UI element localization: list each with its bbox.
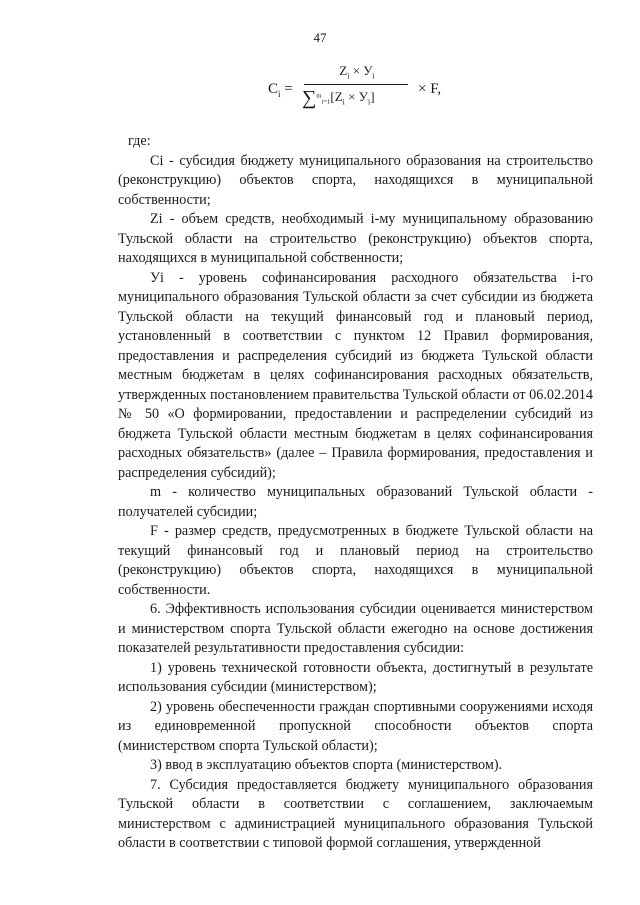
formula-denominator	[302, 88, 418, 108]
numerator-y: У	[363, 63, 373, 78]
paragraph-zi-definition: Zi - объем средств, необходимый i-му муниципальному образованию Тульской области на строительство (реконструкцию) объектов спорта, находящихся в муниципальной собственности;	[118, 211, 593, 266]
formula-lhs-subscript: i	[278, 89, 281, 99]
formula-lhs	[268, 82, 293, 99]
denominator-y-subscript: i	[367, 97, 371, 107]
paragraph-item-6: 6. Эффективность использования субсидии оценивается министерством и министерством спорта Тульской области ежегодно на основе достижения показателей результативности предоставления субсидии:	[118, 601, 593, 656]
sum-symbol: ∑	[302, 87, 317, 109]
denominator-y: × У	[344, 88, 368, 104]
fraction-bar	[304, 84, 408, 85]
numerator-times: ×	[352, 63, 361, 78]
formula-equals: =	[284, 81, 293, 97]
denominator-close-bracket: ]	[370, 88, 375, 104]
paragraph-indicator-2: 2) уровень обеспеченности граждан спортивными сооружениями исходя из единовременной пропускной способности объектов спорта (министерством спорта Тульской области);	[118, 698, 593, 754]
paragraph-item-7: 7. Субсидия предоставляется бюджету муниципального образования Тульской области в соответствии с соглашением, заключаемым министерством с администрацией муниципального образования Тульской области в соответствии с типовой формой соглашения, утвержденной	[118, 776, 593, 851]
document-body	[118, 132, 593, 854]
numerator-z: Z	[339, 63, 348, 78]
paragraph-indicator-3: 3) ввод в эксплуатацию объектов спорта (министерством).	[150, 757, 503, 773]
formula-rhs: × F,	[418, 81, 442, 97]
page-number: 47	[313, 30, 327, 45]
numerator-z-subscript: i	[347, 71, 350, 81]
sum-upper-limit: m	[316, 92, 322, 100]
paragraph-m-definition: m - количество муниципальных образований Тульской области - получателей субсидии;	[118, 484, 593, 520]
denominator-z-subscript: i	[342, 97, 345, 107]
formula-lhs-symbol: C	[268, 81, 279, 97]
paragraph-indicator-1: 1) уровень технической готовности объекта, достигнутый в результате использования субсидии (министерством);	[118, 659, 593, 695]
denominator-z: [Z	[330, 88, 343, 104]
paragraph-yi-definition: Уi - уровень софинансирования расходного обязательства i-го муниципального образования Тульской области за счет субсидии из бюджета Тульской области на текущий финансовый год и плановый период, установленный в соответствии с пунктом 12 Правил формирования, предоставления и распределения субсидий из бюджета Тульской области местным бюджетам в целях софинансирования расходных обязательств, утвержденных постановлением правительства Тульской области от 06.02.2014 № 50 «О формировании, предоставлении и распределении субсидий из бюджета Тульской области местным бюджетам в целях софинансирования расходных обязательств» (далее – Правила формирования, предоставления и распределения субсидий);	[118, 269, 593, 481]
paragraph-f-definition: F - размер средств, предусмотренных в бюджете Тульской области на текущий финансовый год и плановый период на строительство (реконструкцию) объектов спорта, находящихся в муниципальной собственности.	[118, 523, 593, 598]
paragraph-where: где:	[128, 133, 151, 149]
numerator-y-subscript: i	[372, 71, 375, 81]
sum-lower-limit: i=1	[321, 98, 331, 106]
formula-numerator	[302, 64, 412, 81]
paragraph-ci-definition: Ci - субсидия бюджету муниципального образования на строительство (реконструкцию) объектов спорта, находящихся в муниципальной собственности;	[118, 152, 593, 208]
